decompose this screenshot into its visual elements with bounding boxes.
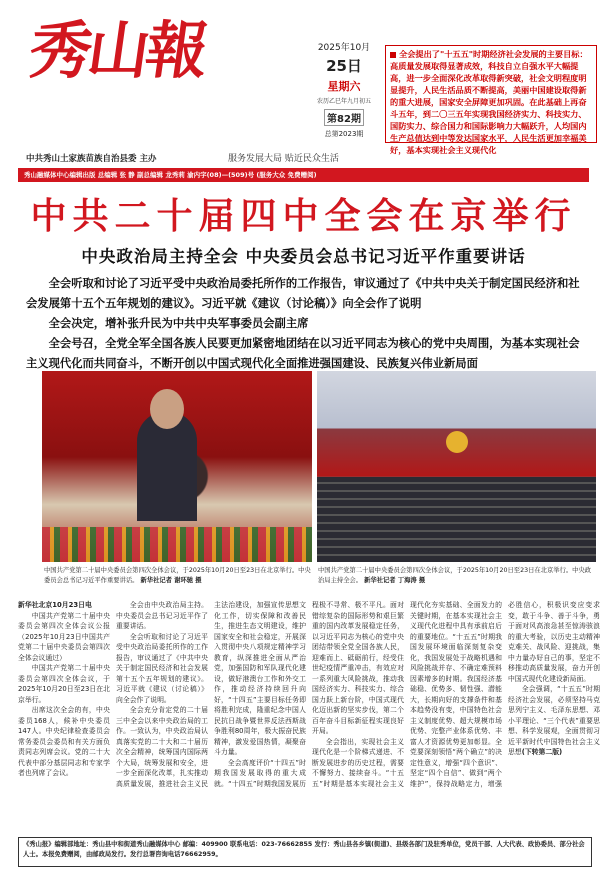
sub-headline: 中央政治局主持全会 中央委员会总书记习近平作重要讲话 [81, 247, 526, 266]
article-paragraph: 全会指出，实现社会主义现代化是一个阶梯式递进、不断发展进步的历史过程，需要不懈努力、接续奋斗。“十五五”时期是基本实现社会主义现代化夯实基础、全面发力的关键时期，在基本实现社会主义现代化进程中具有承前启后的重要地位。“十五五”时期我国发展环境面临深刻复杂变化，我国发展处于战略机遇和风险挑战并存、不确定难预料因素增多的时期。我国经济基础稳、优势多、韧性强、潜能大，长期向好的支撑条件和基本趋势没有变，中国特色社会主义制度优势、超大规模市场优势、完整产业体系优势、丰富人才资源优势更加彰显。全党要深刻领悟“两个确立”的决定性意义，增强“四个意识”、坚定“四个自信”、做到“两个维护”，保持战略定力，增强必胜信心，积极识变应变求变，敢于斗争、善于斗争，勇于面对风高浪急甚至惊涛骇浪的重大考验，以历史主动精神克难关、战风险、迎挑战，集中力量办好自己的事，坚定不移推动高质量发展，奋力开创中国式现代化建设新局面。 [312, 601, 600, 788]
article-paragraph: 中国共产党第二十届中央委员会第四次全体会议公报（2025年10月23日中国共产党第二十届中央委员会第四次全体会议通过） [18, 611, 110, 662]
main-headline: 中共二十届四中全会在京举行 [30, 195, 577, 237]
article-body [18, 600, 600, 832]
party-emblem-icon [446, 431, 468, 453]
caption-text: 中国共产党第二十届中央委员会第四次全体会议，于2025年10月20日至23日在北京举行。中央委员会总书记习近平作重要讲话。 [44, 567, 311, 584]
photo-credit: 新华社记者 丁海涛 摄 [364, 577, 426, 584]
lead-paragraph: 全会听取和讨论了习近平受中央政治局委托所作的工作报告，审议通过了《中共中央关于制定国民经济和社会发展第十五个五年规划的建议》。习近平就《建议（讨论稿）》向全会作了说明 [26, 277, 580, 310]
article-paragraph: 全会听取和讨论了习近平受中央政治局委托所作的工作报告，审议通过了《中共中央关于制定国民经济和社会发展第十五个五年规划的建议》。习近平就《建议（讨论稿）》向全会作了说明。 [116, 632, 208, 704]
photo-meeting-hall [317, 371, 596, 562]
lead-paragraph: 全会决定，增补张升民为中共中央军事委员会副主席 [48, 317, 309, 330]
caption-text: 中国共产党第二十届中央委员会第四次全体会议，于2025年10月20日至23日在北京举行。中央政治局主持全会。 [318, 567, 592, 584]
article-paragraph: 中国共产党第二十届中央委员会第四次全体会议，于2025年10月20日至23日在北京举行。 [18, 664, 110, 704]
article-paragraph: 全会充分肯定党的二十届三中全会以来中央政治局的工作。一致认为，中央政治局认真落实党的二十大和二十届历次全会精神，统筹国内国际两个大局，统筹发展和安全，进一步全面深化改革，扎实推动高质量发展，推进社会主义民主法治建设，加强宣传思想文化工作，切实保障和改善民生，推进生态文明建设，维护国家安全和社会稳定，开展深入贯彻中央八项规定精神学习教育，纵深推进全面从严治党，加强国防和军队现代化建设，做好港澳台工作和外交工作，推动经济持续回升向好，“十四五”主要目标任务即将胜利完成，隆重纪念中国人民抗日战争暨世界反法西斯战争胜利80周年，极大振奋民族精神，激发爱国热情，凝聚奋斗力量。 [116, 601, 306, 788]
speaker-head [150, 389, 184, 429]
article-paragraph: 全会高度评价“十四五”时期我国发展取得的重大成就。“十四五”时期我国发展历程极不寻常、极不平凡。面对错综复杂的国际形势和艰巨繁重的国内改革发展稳定任务，以习近平同志为核心的党中央团结带领全党全国各族人民，迎难而上、砥砺前行，经受住世纪疫情严重冲击，有效应对一系列重大风险挑战，推动我国经济实力、科技实力、综合国力跃上新台阶，中国式现代化迈出新的坚实步伐，第二个百年奋斗目标新征程实现良好开局。 [214, 601, 404, 788]
photo-caption-1 [44, 566, 312, 586]
lead-summary [26, 274, 584, 374]
publisher: 中共秀山土家族苗族自治县委 主办 [26, 154, 157, 164]
article-paragraph: 出席这次全会的有，中央委员168人，候补中央委员147人。中央纪律检查委员会常务委员会委员和有关方面负责同志列席会议。党的二十大代表中部分基层同志和专家学者也列席了会议。 [18, 706, 110, 777]
bullet-icon [390, 52, 396, 58]
date-lunar: 农历乙巳年九月初五 [316, 98, 371, 105]
masthead [0, 0, 607, 155]
date-year-month: 2025年10月 [317, 43, 371, 53]
photo-credit: 新华社记者 谢环驰 摄 [140, 577, 202, 584]
article-dateline: 新华社北京10月23日电 [18, 601, 92, 609]
photo-speaker [42, 371, 312, 562]
lead-paragraph: 全会号召，全党全军全国各族人民要更加紧密地团结在以习近平同志为核心的党中央周围，为基本实现社会主义现代化而共同奋斗，不断开创以中国式现代化全面推进强国建设、民族复兴伟业新局面 [26, 337, 580, 370]
audience-rows [317, 477, 596, 562]
date-weekday: 星期六 [327, 80, 361, 93]
photo-caption-2 [318, 566, 596, 586]
flower-arrangement [42, 527, 312, 562]
highlight-box [385, 45, 597, 155]
article-paragraph: 全会强调，“十五五”时期经济社会发展，必须坚持马克思列宁主义、毛泽东思想、邓小平理论、“三个代表”重要思想、科学发展观，全面贯彻习近平新时代中国特色社会主义思想(下转第二版) [508, 685, 600, 756]
highlight-text: 全会提出了"十五五"时期经济社会发展的主要目标：高质量发展取得显著成效，科技自立自强水平大幅提高，进一步全面深化改革取得新突破，社会文明程度明显提升，人民生活品质不断提高，美丽中国建设取得新的重大进展，国家安全屏障更加巩固。在此基础上再奋斗五年，到二〇三五年实现我国经济实力、科技实力、国防实力、综合国力和国际影响力大幅跃升，人均国内生产总值达到中等发达国家水平，人民生活更加幸福美好，基本实现社会主义现代化 [390, 49, 588, 155]
slogan: 服务发展大局 贴近民众生活 [228, 154, 339, 164]
date-block [306, 40, 382, 139]
issue-number: 第82期 [324, 109, 364, 126]
total-issue-number: 总第2023期 [324, 130, 364, 138]
footer-info: 《秀山报》编辑部地址：秀山县中和街道秀山融媒体中心 邮编：409900 联系电话：023-76662855 发行：秀山县各乡镇(街道)、县级各部门及驻秀单位，党员干部、人大代表、政协委员、部分社会人士。本报免费赠阅，由邮政局发行。发行总署咨询电话76662959。 [18, 837, 592, 867]
subheader-line [20, 150, 587, 164]
editorial-info-bar: 秀山融媒体中心编辑出版 总编辑 张 静 副总编辑 龙秀莉 渝内字(08)—(509)号 (服务大众 免费赠阅) [18, 168, 589, 182]
article-paragraph: 全会由中央政治局主持。中央委员会总书记习近平作了重要讲话。 [116, 601, 208, 630]
continued-note[interactable]: (下转第二版) [521, 748, 563, 756]
newspaper-logo: 秀山報 [24, 14, 210, 87]
date-day: 25日 [326, 57, 362, 75]
